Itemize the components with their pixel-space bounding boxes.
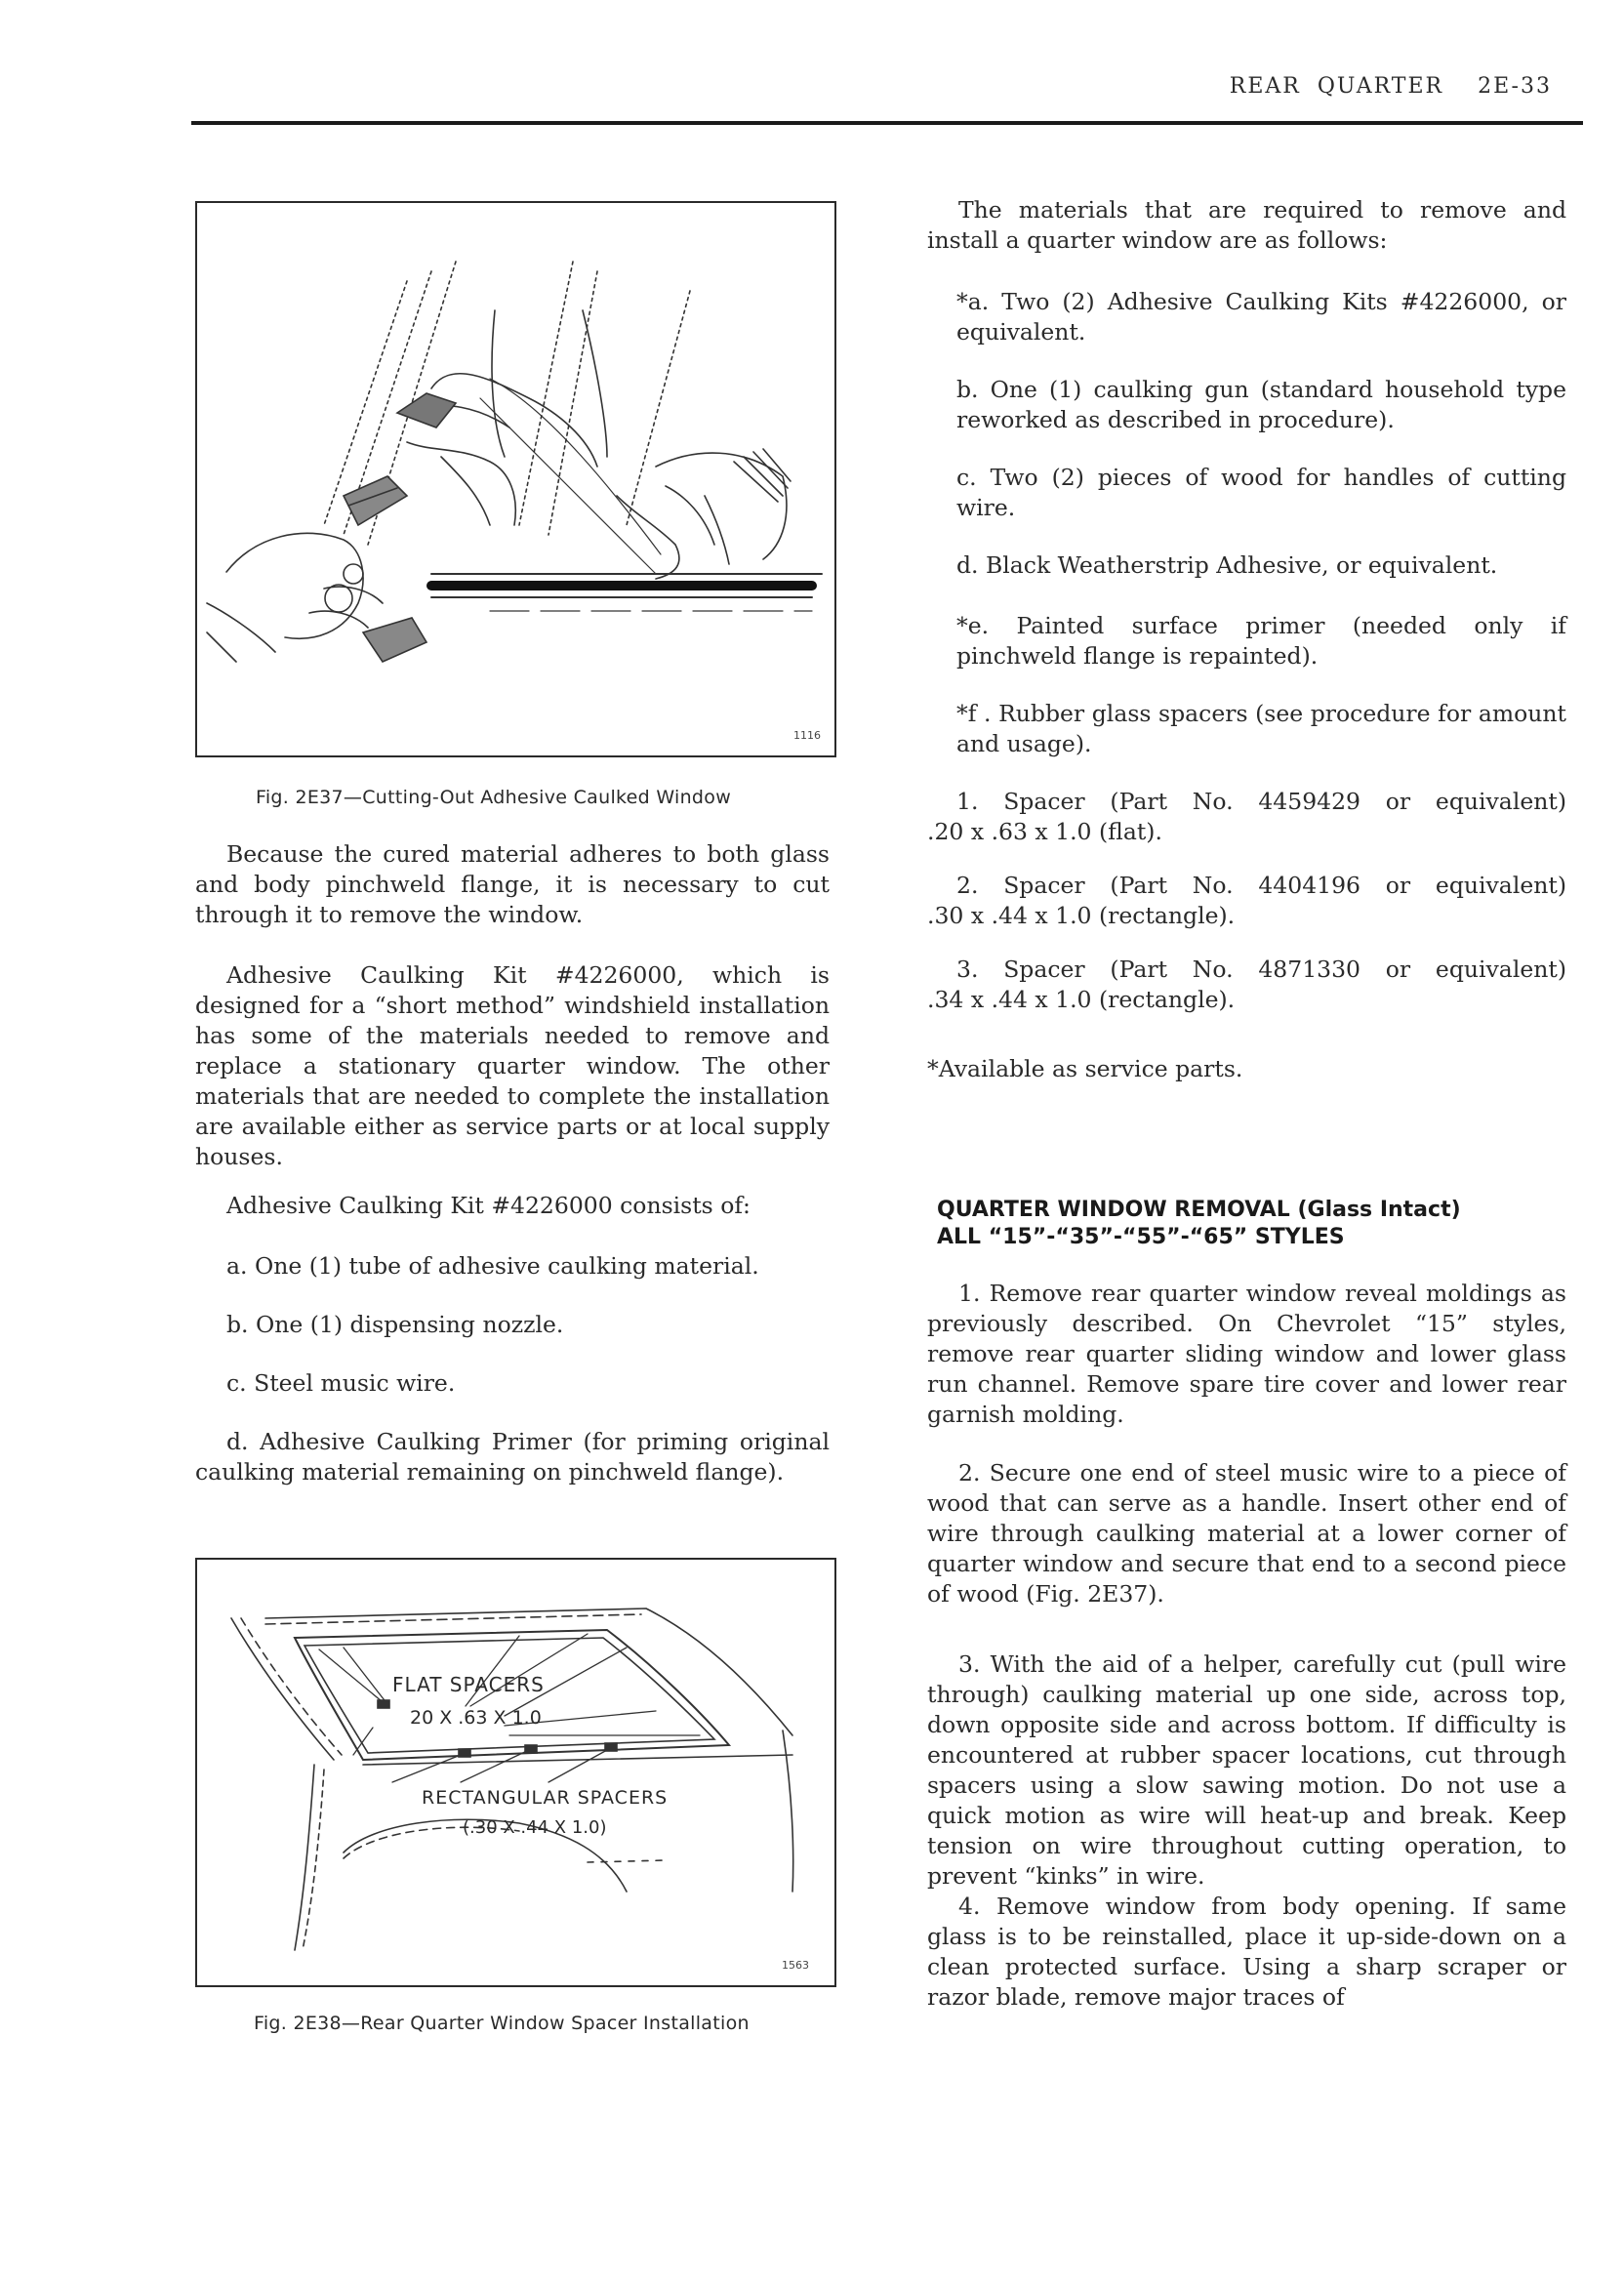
figure-2e37 xyxy=(195,201,836,757)
header-rule xyxy=(191,121,1583,125)
kit-contents-intro: Adhesive Caulking Kit #4226000 consists of: xyxy=(226,1192,751,1219)
spacer-1-line-1: 1. Spacer (Part No. 4459429 or equivalent) xyxy=(956,788,1566,815)
figure-2e38 xyxy=(195,1558,836,1987)
kit-item-b: b. One (1) dispensing nozzle. xyxy=(226,1311,564,1338)
figure-label-1563: 1563 xyxy=(782,1959,809,1972)
kit-item-c: c. Steel music wire. xyxy=(226,1369,456,1397)
material-item-e: *e. Painted surface primer (needed only if pinchweld flange is repainted). xyxy=(956,612,1566,670)
cutting-out-window-illustration xyxy=(197,203,834,755)
figure-label-1116: 1116 xyxy=(793,729,821,742)
flat-spacers-label: FLAT SPACERS xyxy=(392,1673,545,1696)
page-header xyxy=(1230,74,1552,99)
kit-item-a: a. One (1) tube of adhesive caulking material. xyxy=(226,1252,759,1280)
material-item-d: d. Black Weatherstrip Adhesive, or equivalent. xyxy=(956,551,1498,579)
spacer-3-line-1: 3. Spacer (Part No. 4871330 or equivalent) xyxy=(956,956,1566,983)
spacer-2-line-1: 2. Spacer (Part No. 4404196 or equivalent) xyxy=(956,872,1566,899)
material-item-a: *a. Two (2) Adhesive Caulking Kits #4226000, or equivalent. xyxy=(956,288,1566,346)
section-heading xyxy=(937,1197,1571,1251)
removal-step-3: 3. With the aid of a helper, carefully cut (pull wire through) caulking material up one side, across top, down opposite side and across bottom. If difficulty is encountered at rubber spacer locations, cut through spacers using a slow sawing motion. Do not use a quick motion as wire will heat-up and break. Keep tension on wire throughout cutting operation, to prevent “kinks” in wire. xyxy=(927,1650,1566,1890)
page-number: 2E-33 xyxy=(1478,74,1552,99)
quarter-window-spacer-diagram xyxy=(197,1560,834,1985)
heading-line-2: ALL “15”-“35”-“55”-“65” STYLES xyxy=(937,1225,1345,1249)
spacer-2-line-2: .30 x .44 x 1.0 (rectangle). xyxy=(927,902,1236,929)
left-paragraph-1: Because the cured material adheres to both glass and body pinchweld flange, it is necessary to cut through it to remove the window. xyxy=(195,840,830,928)
material-item-f: *f . Rubber glass spacers (see procedure for amount and usage). xyxy=(956,700,1566,757)
service-parts-note: *Available as service parts. xyxy=(927,1055,1243,1082)
materials-intro: The materials that are required to remove and install a quarter window are as follows: xyxy=(927,196,1566,254)
spacer-1-line-2: .20 x .63 x 1.0 (flat). xyxy=(927,818,1162,845)
kit-item-d: d. Adhesive Caulking Primer (for priming original caulking material remaining on pinchweld flange). xyxy=(195,1428,830,1486)
figure-2e37-caption: Fig. 2E37—Cutting-Out Adhesive Caulked Window xyxy=(256,787,732,808)
material-item-c: c. Two (2) pieces of wood for handles of cutting wire. xyxy=(956,464,1566,521)
removal-step-2: 2. Secure one end of steel music wire to a piece of wood that can serve as a handle. Insert other end of wire through caulking material at a lower corner of quarter window and secure that end to a second piece of wood (Fig. 2E37). xyxy=(927,1459,1566,1608)
rectangular-spacers-dimensions: (.30 X .44 X 1.0) xyxy=(463,1817,607,1838)
spacer-3-line-2: .34 x .44 x 1.0 (rectangle). xyxy=(927,986,1236,1013)
figure-2e38-caption: Fig. 2E38—Rear Quarter Window Spacer Installation xyxy=(254,2013,750,2034)
left-paragraph-2: Adhesive Caulking Kit #4226000, which is designed for a “short method” windshield installation has some of the materials needed to remove and replace a stationary quarter window. The other materials that are needed to complete the installation are available either as service parts or at local supply houses. xyxy=(195,961,830,1170)
material-item-b: b. One (1) caulking gun (standard household type reworked as described in procedure). xyxy=(956,376,1566,433)
flat-spacers-dimensions: 20 X .63 X 1.0 xyxy=(410,1707,542,1729)
removal-step-4: 4. Remove window from body opening. If same glass is to be reinstalled, place it up-side-down on a clean protected surface. Using a sharp scraper or razor blade, remove major traces of xyxy=(927,1893,1566,2011)
heading-line-1: QUARTER WINDOW REMOVAL (Glass Intact) xyxy=(937,1198,1461,1222)
removal-step-1: 1. Remove rear quarter window reveal moldings as previously described. On Chevrolet “15” styles, remove rear quarter sliding window and lower glass run channel. Remove spare tire cover and lower rear garnish molding. xyxy=(927,1280,1566,1428)
section-title: REAR QUARTER xyxy=(1229,74,1444,99)
rectangular-spacers-label: RECTANGULAR SPACERS xyxy=(422,1787,669,1809)
